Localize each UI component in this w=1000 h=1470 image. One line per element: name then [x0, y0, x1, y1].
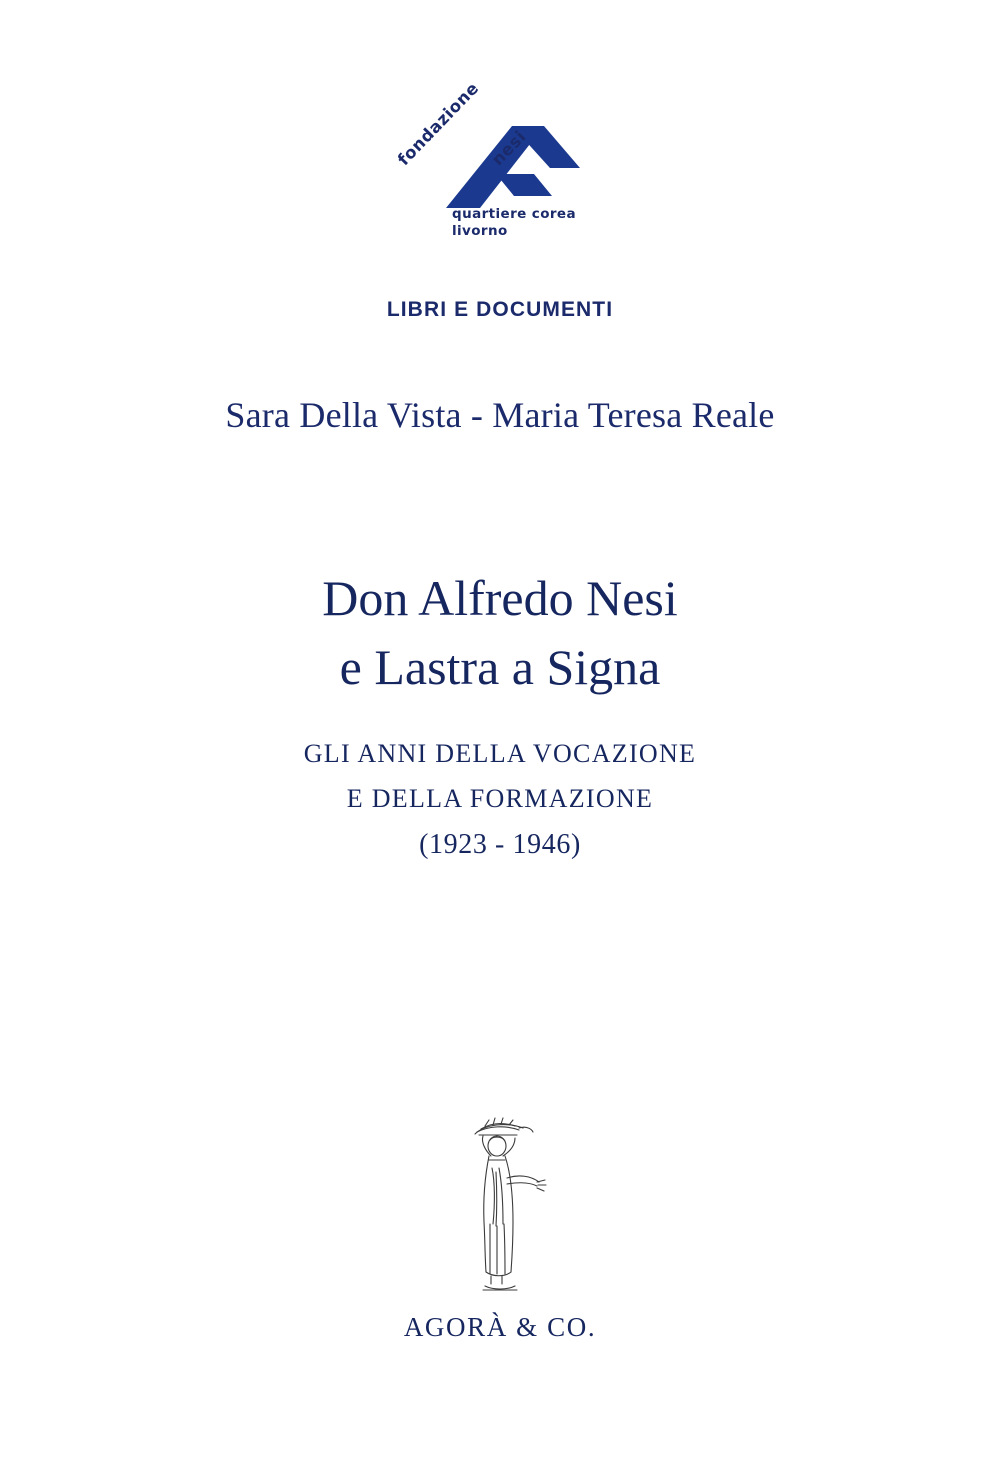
fondazione-nesi-logo [384, 78, 616, 254]
series-label: LIBRI E DOCUMENTI [386, 298, 614, 321]
book-subtitle [304, 732, 697, 870]
authors-line: Sara Della Vista - Maria Teresa Reale [225, 395, 775, 435]
logo-word-fondazione: fondazione [394, 78, 483, 170]
logo-subtitle [452, 206, 576, 240]
title-line-2: e Lastra a Signa [339, 639, 661, 695]
publisher-name: AGORÀ & CO. [403, 1312, 597, 1342]
subtitle-years: (1923 - 1946) [419, 829, 581, 861]
title-line-1: Don Alfredo Nesi [322, 570, 678, 626]
agora-figure-emblem [445, 1112, 555, 1297]
book-title [322, 564, 678, 702]
logo-subtitle-line1: quartiere corea [452, 206, 576, 222]
logo-word-nesi: nesi [488, 126, 530, 170]
logo-subtitle-line2: livorno [452, 223, 508, 239]
subtitle-line-1: GLI ANNI DELLA VOCAZIONE [303, 739, 697, 768]
subtitle-line-2: E DELLA FORMAZIONE [346, 783, 654, 813]
